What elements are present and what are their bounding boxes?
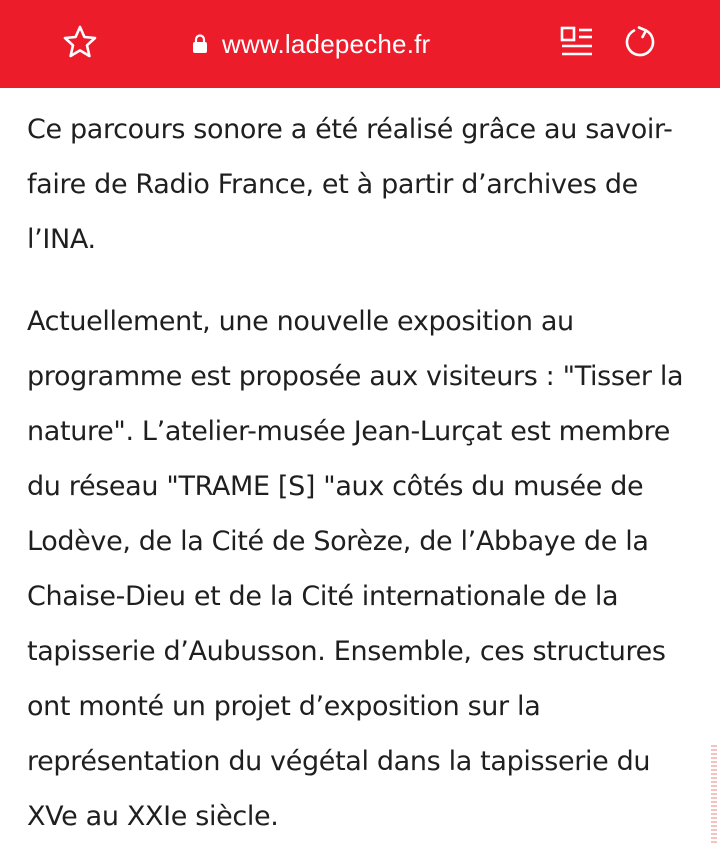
- url-text: www.ladepeche.fr: [222, 28, 431, 59]
- reader-mode-button[interactable]: [551, 18, 603, 70]
- article-paragraph: Ce parcours sonore a été réalisé grâce au savoir-faire de Radio France, et à partir d’archives de l’INA.: [27, 114, 673, 255]
- reader-mode-icon: [560, 25, 594, 64]
- article-body: [27, 102, 697, 844]
- browser-toolbar: [0, 0, 720, 88]
- bookmark-button[interactable]: [54, 18, 106, 70]
- star-outline-icon: [62, 24, 98, 65]
- reload-icon: [622, 24, 658, 65]
- scrollbar-thumb[interactable]: [711, 745, 717, 845]
- article-paragraph: Actuellement, une nouvelle exposition au programme est proposée aux visiteurs : "Tisser la nature". L’atelier-musée Jean-Lurçat est membre du réseau "TRAME [S] "aux côtés du musée de Lodève, de la Cité de Sorèze, de l’Abbaye de la Chaise-Dieu et de la Cité internationale de la tapisserie d’Aubusson. Ensemble, ces structures ont monté un projet d’exposition sur la représentation du végétal dans la tapisserie du XVe au XXIe siècle.: [27, 306, 684, 832]
- reload-button[interactable]: [614, 18, 666, 70]
- address-bar[interactable]: [190, 22, 490, 66]
- lock-icon: [190, 32, 210, 56]
